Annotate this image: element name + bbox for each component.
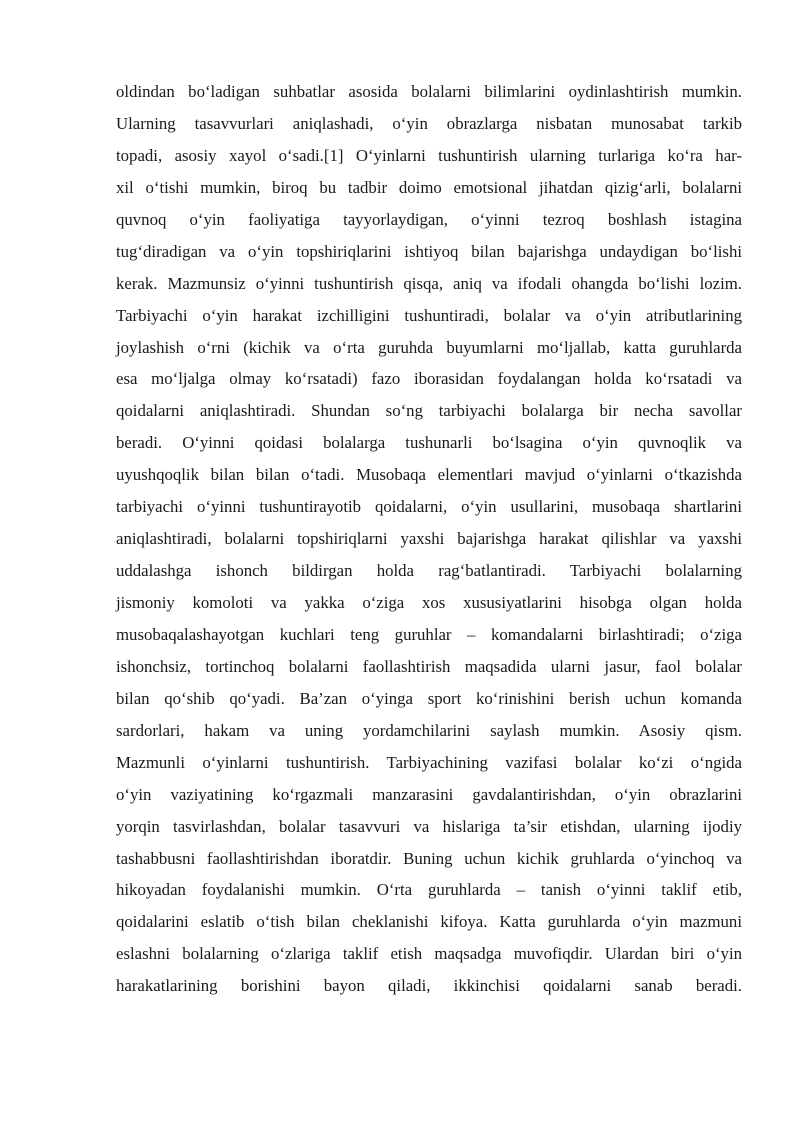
text-line: uyushqoqlik bilan bilan o‘tadi. Musobaqa elementlari mavjud o‘yinlarni o‘tkazishda [116, 465, 742, 485]
text-line: yorqin tasvirlashdan, bolalar tasavvuri va hislariga ta’sir etishdan, ularning ijodiy [116, 816, 742, 836]
text-line: tarbiyachi o‘yinni tushuntirayotib qoidalarni, o‘yin usullarini, musobaqa shartlarini [116, 497, 742, 517]
text-line: esa mo‘ljalga olmay ko‘rsatadi) fazo iborasidan foydalangan holda ko‘rsatadi va [116, 369, 742, 389]
text-line: o‘yin vaziyatining ko‘rgazmali manzarasini gavdalantirishdan, o‘yin obrazlarini [116, 784, 742, 804]
text-line: hikoyadan foydalanishi mumkin. O‘rta guruhlarda – tanish o‘yinni taklif etib, [116, 880, 742, 900]
text-line: qoidalarini eslatib o‘tish bilan cheklanishi kifoya. Katta guruhlarda o‘yin mazmuni [116, 912, 742, 932]
text-line: tug‘diradigan va o‘yin topshiriqlarini ishtiyoq bilan bajarishga undaydigan bo‘lishi [116, 241, 742, 261]
text-line: aniqlashtiradi, bolalarni topshiriqlarni yaxshi bajarishga harakat qilishlar va yaxshi [116, 529, 742, 549]
text-line: bilan qo‘shib qo‘yadi. Ba’zan o‘yinga sport ko‘rinishini berish uchun komanda [116, 688, 742, 708]
text-line: uddalashga ishonch bildirgan holda rag‘batlantiradi. Tarbiyachi bolalarning [116, 561, 742, 581]
text-line: Tarbiyachi o‘yin harakat izchilligini tushuntiradi, bolalar va o‘yin atributlarining [116, 305, 742, 325]
text-line: musobaqalashayotgan kuchlari teng guruhlar – komandalarni birlashtiradi; o‘ziga [116, 624, 742, 644]
text-line: jismoniy komoloti va yakka o‘ziga xos xususiyatlarini hisobga olgan holda [116, 593, 742, 612]
text-line: eslashni bolalarning o‘zlariga taklif etish maqsadga muvofiqdir. Ulardan biri o‘yin [116, 944, 742, 964]
text-line: quvnoq o‘yin faoliyatiga tayyorlaydigan, o‘yinni tezroq boshlash istagina [116, 209, 742, 229]
text-line: topadi, asosiy xayol o‘sadi.[1] O‘yinlarni tushuntirish ularning turlariga ko‘ra har- [116, 145, 742, 165]
text-line: xil o‘tishi mumkin, biroq bu tadbir doimo emotsional jihatdan qizig‘arli, bolalarni [116, 177, 742, 197]
text-line: tashabbusni faollashtirishdan iboratdir. Buning uchun kichik gruhlarda o‘yinchoq va [116, 848, 742, 868]
text-line: qoidalarni aniqlashtiradi. Shundan so‘ng tarbiyachi bolalarga bir necha savollar [116, 401, 742, 421]
text-line: harakatlarining borishini bayon qiladi, ikkinchisi qoidalarni sanab beradi. [116, 976, 742, 996]
text-line: Ularning tasavvurlari aniqlashadi, o‘yin obrazlarga nisbatan munosabat tarkib [116, 113, 742, 133]
text-line: sardorlari, hakam va uning yordamchilarini saylash mumkin. Asosiy qism. [116, 720, 742, 740]
body-paragraph [116, 76, 742, 1002]
text-line: Mazmunli o‘yinlarni tushuntirish. Tarbiyachining vazifasi bolalar ko‘zi o‘ngida [116, 752, 742, 772]
text-line: kerak. Mazmunsiz o‘yinni tushuntirish qisqa, aniq va ifodali ohangda bo‘lishi lozim. [116, 273, 742, 293]
text-line: joylashish o‘rni (kichik va o‘rta guruhda buyumlarni mo‘ljallab, katta guruhlarda [116, 337, 742, 357]
text-line: beradi. O‘yinni qoidasi bolalarga tushunarli bo‘lsagina o‘yin quvnoqlik va [116, 433, 742, 453]
text-line: ishonchsiz, tortinchoq bolalarni faollashtirish maqsadida ularni jasur, faol bolalar [116, 656, 742, 676]
text-line: oldindan bo‘ladigan suhbatlar asosida bolalarni bilimlarini oydinlashtirish mumkin. [116, 82, 742, 101]
